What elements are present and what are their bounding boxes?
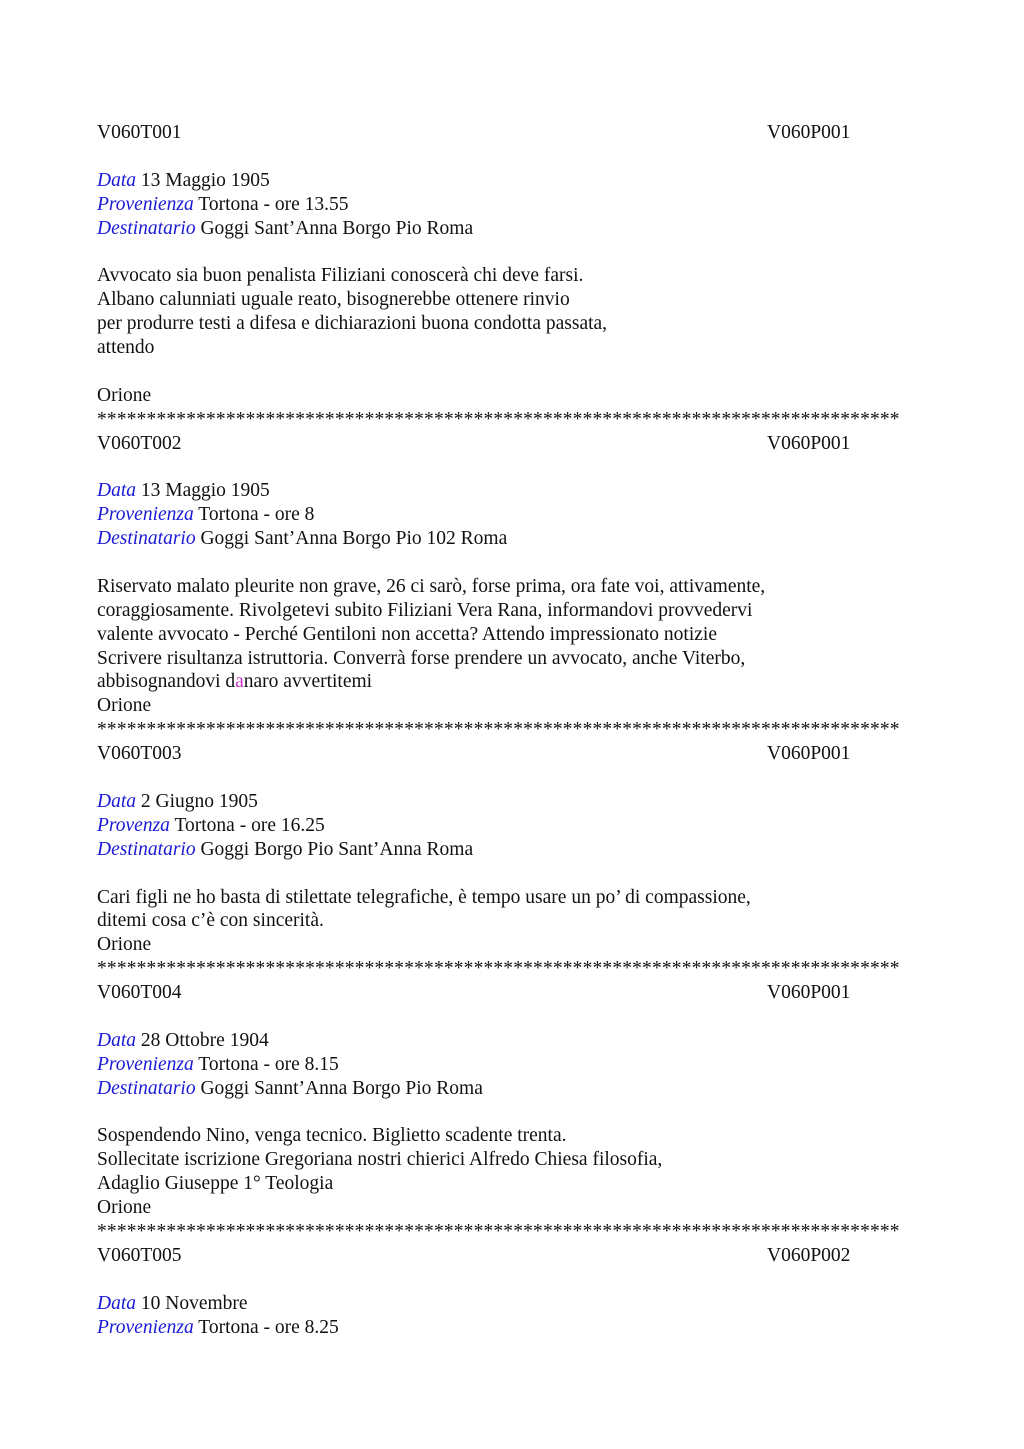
- highlighted-letter: a: [235, 671, 244, 693]
- origin-value: Tortona - ore 8.25: [198, 1316, 339, 1338]
- origin-row: [97, 814, 927, 838]
- origin-row: [97, 1316, 927, 1340]
- separator: *********************************************************************************: [97, 408, 900, 430]
- body-line: Sospendendo Nino, venga tecnico. Biglietto scadente trenta.: [97, 1125, 567, 1147]
- date-value: 13 Maggio 1905: [140, 480, 270, 502]
- date-label: Data: [97, 790, 136, 812]
- entry-header: [97, 121, 927, 145]
- date-row: [97, 169, 927, 193]
- recipient-label: Destinatario: [97, 1077, 196, 1099]
- recipient-label: Destinatario: [97, 528, 196, 550]
- recipient-label: Destinatario: [97, 838, 196, 860]
- date-value: 28 Ottobre 1904: [140, 1029, 269, 1051]
- body-line: [97, 670, 927, 694]
- body-line: Adaglio Giuseppe 1° Teologia: [97, 1173, 334, 1195]
- body-line: Sollecitate iscrizione Gregoriana nostri chierici Alfredo Chiesa filosofia,: [97, 1149, 663, 1171]
- date-row: [97, 479, 927, 503]
- page-code: V060P002: [767, 1244, 851, 1266]
- body-line: Scrivere risultanza istruttoria. Converrà forse prendere un avvocato, anche Viterbo,: [97, 647, 746, 669]
- telegram-code: V060T002: [97, 432, 182, 454]
- entry-header: [97, 981, 927, 1005]
- recipient-row: [97, 527, 927, 551]
- origin-row: [97, 503, 927, 527]
- telegram-entry-4: [97, 981, 927, 1220]
- body-text: abbisognandovi d: [97, 671, 236, 693]
- origin-row: [97, 1053, 927, 1077]
- origin-label: Provenienza: [97, 193, 194, 215]
- origin-label: Provenza: [97, 814, 170, 836]
- origin-label: Provenienza: [97, 1316, 194, 1338]
- body-line: ditemi cosa c’è con sincerità.: [97, 910, 324, 932]
- telegram-code: V060T001: [97, 122, 182, 143]
- entry-header: [97, 1244, 927, 1268]
- date-row: [97, 790, 927, 814]
- recipient-row: [97, 1077, 927, 1101]
- document-page: [97, 121, 927, 1339]
- page-code: V060P001: [767, 122, 851, 143]
- origin-value: Tortona - ore 16.25: [174, 814, 325, 836]
- telegram-code: V060T005: [97, 1244, 182, 1266]
- signature: Orione: [97, 384, 152, 406]
- origin-value: Tortona - ore 13.55: [198, 193, 349, 215]
- telegram-entry-2: [97, 432, 927, 719]
- date-label: Data: [97, 1029, 136, 1051]
- separator: *********************************************************************************: [97, 719, 900, 741]
- recipient-value: Goggi Borgo Pio Sant’Anna Roma: [200, 838, 474, 860]
- entry-header: [97, 742, 927, 766]
- recipient-value: Goggi Sannt’Anna Borgo Pio Roma: [200, 1077, 483, 1099]
- entry-header: [97, 432, 927, 456]
- telegram-entry-3: [97, 742, 927, 957]
- origin-row: [97, 193, 927, 217]
- recipient-label: Destinatario: [97, 217, 196, 239]
- origin-label: Provenienza: [97, 504, 194, 526]
- recipient-row: [97, 838, 927, 862]
- telegram-code: V060T003: [97, 743, 182, 765]
- body-line: Riservato malato pleurite non grave, 26 ci sarò, forse prima, ora fate voi, attivamente,: [97, 575, 766, 597]
- date-row: [97, 1029, 927, 1053]
- signature: Orione: [97, 934, 152, 956]
- signature: Orione: [97, 695, 152, 717]
- date-value: 13 Maggio 1905: [140, 169, 270, 191]
- body-text: naro avvertitemi: [243, 671, 373, 693]
- telegram-entry-5: [97, 1244, 927, 1340]
- date-label: Data: [97, 1292, 136, 1314]
- date-value: 10 Novembre: [140, 1292, 248, 1314]
- date-label: Data: [97, 169, 136, 191]
- date-value: 2 Giugno 1905: [140, 790, 258, 812]
- body-line: valente avvocato - Perché Gentiloni non accetta? Attendo impressionato notizie: [97, 623, 717, 645]
- separator: *********************************************************************************: [97, 1220, 900, 1242]
- date-row: [97, 1292, 927, 1316]
- page-code: V060P001: [767, 432, 851, 454]
- page-code: V060P001: [767, 743, 851, 765]
- recipient-value: Goggi Sant’Anna Borgo Pio Roma: [200, 217, 474, 239]
- signature: Orione: [97, 1197, 152, 1219]
- recipient-row: [97, 217, 927, 241]
- telegram-entry-1: [97, 121, 927, 408]
- recipient-value: Goggi Sant’Anna Borgo Pio 102 Roma: [200, 528, 508, 550]
- telegram-code: V060T004: [97, 982, 182, 1004]
- body-line: Cari figli ne ho basta di stilettate telegrafiche, è tempo usare un po’ di compassione,: [97, 886, 751, 908]
- body-line: coraggiosamente. Rivolgetevi subito Filiziani Vera Rana, informandovi provvedervi: [97, 599, 753, 621]
- body-line: attendo: [97, 337, 155, 359]
- separator: *********************************************************************************: [97, 958, 900, 980]
- origin-value: Tortona - ore 8.15: [198, 1053, 339, 1075]
- body-line: per produrre testi a difesa e dichiarazioni buona condotta passata,: [97, 313, 608, 335]
- date-label: Data: [97, 480, 136, 502]
- origin-value: Tortona - ore 8: [198, 504, 315, 526]
- body-line: Albano calunniati uguale reato, bisognerebbe ottenere rinvio: [97, 289, 570, 311]
- origin-label: Provenienza: [97, 1053, 194, 1075]
- page-code: V060P001: [767, 982, 851, 1004]
- body-line: Avvocato sia buon penalista Filiziani conoscerà chi deve farsi.: [97, 265, 584, 287]
